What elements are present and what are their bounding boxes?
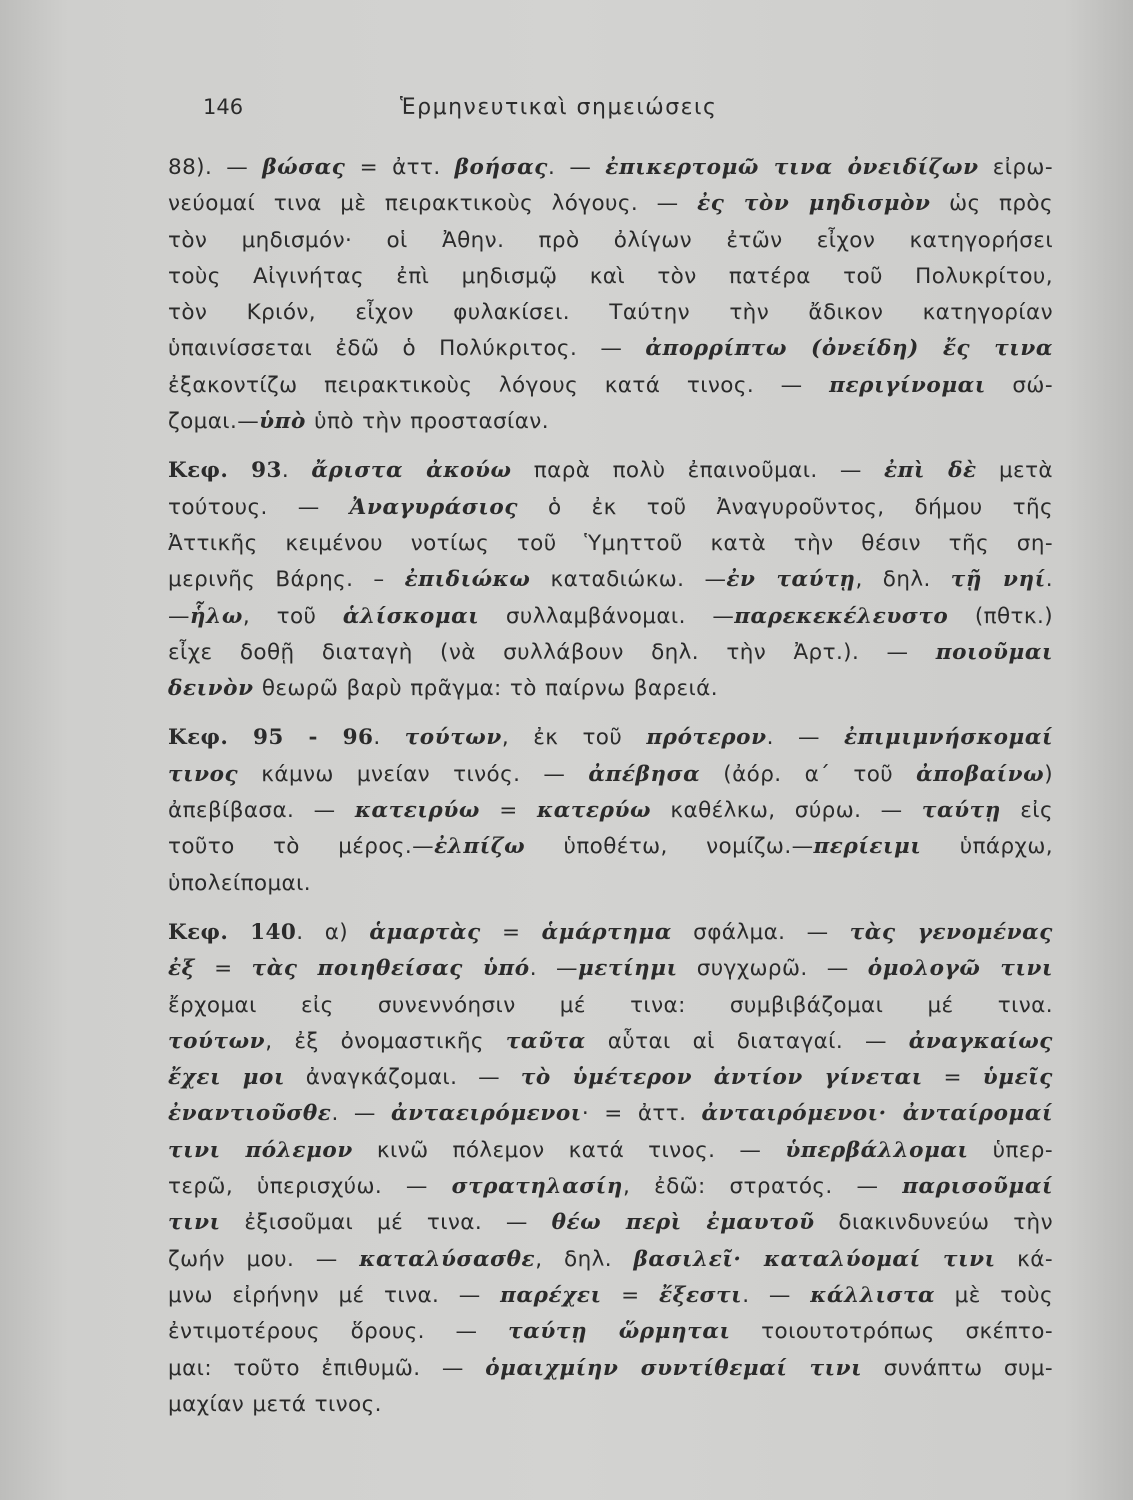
text-line [168, 720, 1053, 756]
text-line [168, 671, 1053, 707]
lemma: ἀναγκαίως [908, 1028, 1053, 1054]
lemma: ἀπέβησα [588, 761, 701, 787]
gloss-text: ὡς πρὸς [930, 191, 1053, 217]
text-line [168, 1024, 1053, 1060]
lemma: ἁλίσκομαι [342, 603, 480, 629]
lemma: ἐπικερτομῶ τινα ὀνειδίζων [605, 155, 979, 180]
lemma: βώσας [262, 155, 346, 180]
lemma: ὑπὸ [259, 409, 306, 435]
gloss-text: τὸν μηδισμόν· οἱ Ἀθην. πρὸ ὀλίγων ἐτῶν εἶχον κατηγορήσει [168, 227, 1053, 253]
lemma: ἐξ [168, 956, 196, 982]
lemma: ἁμάρτημα [541, 919, 672, 945]
text-line [168, 1242, 1053, 1278]
lemma: ἐς τὸν μηδισμὸν [697, 191, 931, 217]
lemma: ἀνταειρόμενοι [390, 1101, 582, 1127]
gloss-text: , δηλ. [535, 1246, 634, 1272]
text-line [168, 186, 1053, 222]
gloss-text: τοιουτοτρόπως σκέπτο- [730, 1319, 1053, 1345]
text-line [168, 793, 1053, 829]
gloss-text: ὑποθέτω, νομίζω.— [525, 834, 814, 860]
gloss-text: παρὰ πολὺ ἐπαινοῦμαι. — [511, 458, 885, 484]
lemma: ταύτῃ ὥρμηται [508, 1319, 731, 1345]
lemma: δεινὸν [168, 676, 254, 702]
gloss-text: διακινδυνεύω τὴν [814, 1210, 1053, 1236]
gloss-text: κάμνω μνείαν τινός. — [238, 761, 589, 787]
lemma: τὸ ὑμέτερον ἀντίον γίνεται [520, 1065, 923, 1091]
lemma: ὁμολογῶ τινι [867, 956, 1054, 982]
paragraph [168, 453, 1053, 707]
gloss-text: μνω εἰρήνην μέ τινα. — [168, 1282, 501, 1308]
gloss-text: μαι: τοῦτο ἐπιθυμῶ. — [168, 1355, 486, 1381]
gloss-text: ὑπαινίσσεται ἐδῶ ὁ Πολύκριτος. — [168, 336, 646, 362]
gloss-text: = [479, 798, 537, 824]
running-header [195, 95, 1053, 129]
text-line [168, 1205, 1053, 1241]
text-line [168, 1314, 1053, 1350]
gloss-text: = [195, 956, 252, 982]
lemma: ἐπιμιμνήσκομαί [843, 725, 1054, 751]
text-line [168, 1169, 1053, 1205]
lemma: ταύτῃ [921, 798, 1001, 824]
gloss-text: ὑπολείπομαι. [168, 870, 312, 896]
text-line [168, 866, 1053, 902]
text-line [168, 829, 1053, 865]
gloss-text: αὗται αἱ διαταγαί. — [585, 1028, 909, 1054]
gloss-text: ὁ ἐκ τοῦ Ἀναγυροῦντος, δήμου τῆς [518, 494, 1053, 520]
gloss-text: νεύομαί τινα μὲ πειρακτικοὺς λόγους. — [168, 191, 698, 217]
gloss-text: τερῶ, ὑπερισχύω. — [168, 1174, 452, 1200]
gloss-text: θεωρῶ βαρὺ πρᾶγμα: τὸ παίρνω βαρειά. [253, 676, 718, 702]
gloss-text: ἐξακοντίζω πειρακτικοὺς λόγους κατά τινος. — [168, 372, 830, 398]
lemma: ὁμαιχμίην συντίθεμαί τινι [485, 1355, 863, 1381]
gloss-text: , ἐξ ὀνομαστικῆς [265, 1028, 506, 1054]
gloss-text: τοὺς Αἰγινήτας ἐπὶ μηδισμῷ καὶ τὸν πατέρα τοῦ Πολυκρίτου, [168, 263, 1053, 289]
text-line [168, 915, 1053, 951]
chapter-ref: Κεφ. 95 - 96 [168, 725, 374, 751]
gloss-text: εἰς [1000, 798, 1053, 824]
text-line [168, 331, 1053, 367]
lemma: καταλύσασθε [359, 1246, 536, 1272]
lemma: βασιλεῖ· καταλύομαί τινι [633, 1246, 996, 1272]
gloss-text: Ἀττικῆς κειμένου νοτίως τοῦ Ὑμηττοῦ κατὰ τὴν θέσιν τῆς ση- [168, 530, 1053, 556]
lemma: τούτων [404, 725, 502, 751]
lemma: παρεκεκέλευστο [734, 603, 949, 629]
gloss-text: ἀπεβίβασα. — [168, 798, 355, 824]
lemma: ἁμαρτὰς [369, 919, 481, 945]
gloss-text: μὲ τοὺς [935, 1282, 1053, 1308]
gloss-text: , ἐδῶ: στρατός. — [623, 1174, 903, 1200]
page-number: 146 [203, 95, 244, 119]
gloss-text: ὑπερ- [968, 1137, 1054, 1163]
lemma: ἐπιδιώκω [404, 567, 531, 593]
gloss-text: . — [766, 725, 844, 751]
gloss-text: συγχωρῶ. — [677, 956, 868, 982]
lemma: τῇ νηί [950, 567, 1046, 593]
gloss-text: · = ἀττ. [581, 1101, 702, 1127]
gloss-text: συνάπτω συμ- [862, 1355, 1054, 1381]
lemma: Ἀναγυράσιος [349, 494, 519, 520]
gloss-text: , ἐκ τοῦ [501, 725, 647, 751]
lemma: μετίημι [577, 956, 678, 982]
gloss-text: ζομαι.— [168, 409, 260, 435]
gloss-text: . — [742, 1282, 811, 1308]
text-line [168, 757, 1053, 793]
gloss-text: , τοῦ [242, 603, 343, 629]
lemma: τινι πόλεμον [168, 1137, 353, 1163]
lemma: τὰς ποιηθείσας ὑπό [251, 956, 530, 982]
lemma: ἀνταιρόμενοι· ἀνταίρομαί [701, 1101, 1053, 1127]
lemma: παρισοῦμαί [902, 1174, 1053, 1200]
gloss-text: καθέλκω, σύρω. — [651, 798, 922, 824]
lemma: ἐναντιοῦσθε [168, 1101, 332, 1127]
lemma: ποιοῦμαι [935, 639, 1053, 665]
gloss-text: ὑπάρχω, [921, 834, 1053, 860]
gloss-text: εἰρω- [978, 155, 1053, 180]
text-line [168, 599, 1053, 635]
lemma: ἔχει μοι [168, 1065, 286, 1091]
lemma: κατερύω [537, 798, 652, 824]
paragraph [168, 150, 1053, 440]
text-line [168, 1133, 1053, 1169]
lemma: περιγίνομαι [829, 372, 986, 398]
text-line [168, 1387, 1053, 1423]
text-line [168, 295, 1053, 331]
lemma: κατειρύω [354, 798, 480, 824]
text-line [168, 635, 1053, 671]
gloss-text: = [601, 1282, 659, 1308]
gloss-text: (ἀόρ. α΄ τοῦ [700, 761, 917, 787]
gloss-text: συλλαμβάνομαι. — [479, 603, 735, 629]
gloss-text: εἶχε δοθῇ διαταγὴ (νὰ συλλάβουν δηλ. τὴν Ἀρτ.). — [168, 639, 936, 665]
text-line [168, 1096, 1053, 1132]
gloss-text: κινῶ πόλεμον κατά τινος. — [352, 1137, 786, 1163]
gloss-text: μετὰ [976, 458, 1053, 484]
gloss-text: τούτους. — [168, 494, 350, 520]
lemma: βοήσας [454, 155, 548, 180]
text-line [168, 562, 1053, 598]
gloss-text: ζωήν μου. — [168, 1246, 360, 1272]
gloss-text: . [373, 725, 405, 751]
text-line [168, 490, 1053, 526]
gloss-text: = [480, 919, 542, 945]
lemma: στρατηλασίη [451, 1174, 624, 1200]
gloss-text: τοῦτο τὸ μέρος.— [168, 834, 435, 860]
paragraph [168, 720, 1053, 901]
lemma: ταῦτα [505, 1028, 586, 1054]
lemma: παρέχει [500, 1282, 602, 1308]
gloss-text: ἔρχομαι εἰς συνεννόησιν μέ τινα: συμβιβάζομαι μέ τινα. [168, 992, 1053, 1018]
chapter-ref: Κεφ. 140 [168, 919, 297, 945]
lemma: τούτων [168, 1028, 266, 1054]
gloss-text: . — [548, 155, 606, 180]
lemma: κάλλιστα [810, 1282, 936, 1308]
text-line [168, 951, 1053, 987]
gloss-text: . [1045, 567, 1053, 593]
text-line [168, 368, 1053, 404]
text-line [168, 988, 1053, 1024]
text-line [168, 1060, 1053, 1096]
lemma: τινι [168, 1210, 221, 1236]
text-line [168, 526, 1053, 562]
text-line [168, 1351, 1053, 1387]
gloss-text: μαχίαν μετά τινος. [168, 1391, 382, 1417]
lemma: περίειμι [813, 834, 922, 860]
lemma: ἄριστα ἀκούω [311, 458, 512, 484]
gloss-text: — [168, 603, 190, 629]
gloss-text: . [281, 458, 312, 484]
gloss-text: = ἀττ. [345, 155, 455, 180]
gloss-text: . — [529, 956, 578, 982]
lemma: ἀποβαίνω [916, 761, 1045, 787]
gloss-text: (πθτκ.) [948, 603, 1053, 629]
gloss-text: ἐντιμοτέρους ὅρους. — [168, 1319, 509, 1345]
running-title: Ἑρμηνευτικαὶ σημειώσεις [400, 95, 718, 120]
text-line [168, 404, 1053, 440]
gloss-text: σφάλμα. — [671, 919, 850, 945]
gloss-text: . α) [296, 919, 370, 945]
paragraph [168, 915, 1053, 1423]
gloss-text: ἐξισοῦμαι μέ τινα. — [220, 1210, 552, 1236]
commentary-text [168, 150, 1053, 1436]
lemma: ἐν ταύτῃ [726, 567, 856, 593]
text-line [168, 150, 1053, 186]
gloss-text: τὸν Κριόν, εἶχον φυλακίσει. Ταύτην τὴν ἄδικον κατηγορίαν [168, 300, 1053, 326]
gloss-text: κά- [995, 1246, 1053, 1272]
gloss-text: καταδιώκω. — [530, 567, 727, 593]
gloss-text: ) [1044, 761, 1053, 787]
chapter-ref: Κεφ. 93 [168, 458, 282, 484]
gloss-text: , δηλ. [855, 567, 951, 593]
gloss-text: 88). — [168, 155, 263, 180]
lemma: θέω περὶ ἐμαυτοῦ [551, 1210, 815, 1236]
lemma: ἔξεστι [658, 1282, 743, 1308]
lemma: ἧλω [189, 603, 243, 629]
lemma: πρότερον [646, 725, 767, 751]
lemma: τινος [168, 761, 239, 787]
text-line [168, 223, 1053, 259]
lemma: τὰς γενομένας [849, 919, 1053, 945]
gloss-text: μερινῆς Βάρης. – [168, 567, 405, 593]
gloss-text: . — [331, 1101, 391, 1127]
lemma: ἐλπίζω [434, 834, 526, 860]
gloss-text: ὑπὸ τὴν προστασίαν. [305, 409, 549, 435]
gloss-text: ἀναγκάζομαι. — [285, 1065, 521, 1091]
lemma: ἀπορρίπτω (ὀνείδη) ἔς τινα [645, 336, 1053, 362]
lemma: ἐπὶ δὲ [884, 458, 977, 484]
text-line [168, 453, 1053, 489]
text-line [168, 259, 1053, 295]
gloss-text: σώ- [985, 372, 1053, 398]
lemma: ὑπερβάλλομαι [785, 1137, 969, 1163]
gloss-text: = [922, 1065, 983, 1091]
text-line [168, 1278, 1053, 1314]
lemma: ὑμεῖς [982, 1065, 1053, 1091]
